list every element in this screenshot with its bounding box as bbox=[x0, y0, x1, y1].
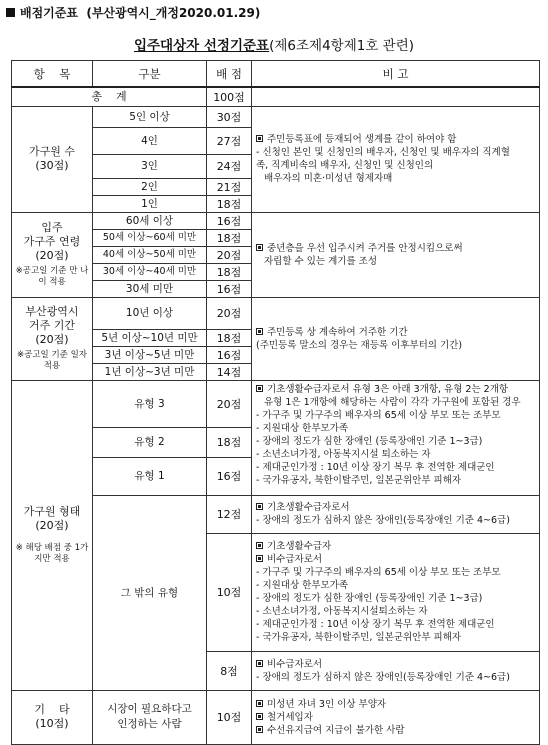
remark-line: 철거세입자 bbox=[267, 711, 313, 723]
remark-line: - 장애의 정도가 심하지 않은 장애인(등록장애인 기준 4~6급) bbox=[256, 671, 510, 683]
remark-line: - 지원대상 한부모가족 bbox=[256, 422, 349, 434]
type-other-remarks bbox=[252, 651, 540, 690]
household-row-points: 30점 bbox=[207, 106, 252, 127]
header-label: 배점기준표 bbox=[20, 6, 78, 20]
type-other-points: 12점 bbox=[207, 495, 252, 533]
etc-sub: 시장이 필요하다고 bbox=[107, 703, 192, 715]
remark-line: 미성년 자녀 3인 이상 부양자 bbox=[267, 698, 387, 710]
title-main: 입주대상자 선정기준표 bbox=[133, 38, 270, 54]
checkbox-bullet-icon bbox=[256, 660, 263, 667]
type-row-label: 유형 2 bbox=[93, 427, 207, 457]
remark-line: 자립할 수 있는 계기를 조성 bbox=[264, 255, 378, 267]
age-label: 가구주 연령 bbox=[23, 235, 81, 248]
residence-row-label: 3년 이상~5년 미만 bbox=[93, 346, 207, 363]
remark-line: - 소년소녀가정, 아동복지시설퇴소하는 자 bbox=[256, 606, 428, 617]
remark-line: - 장애의 정도가 심한 장애인 (등록장애인 기준 1~3급) bbox=[256, 435, 483, 447]
type-row-label: 유형 3 bbox=[93, 380, 207, 427]
remark-line: - 국가유공자, 북한이탈주민, 일본군위안부 피해자 bbox=[256, 474, 462, 486]
type-other-label: 그 밖의 유형 bbox=[93, 495, 207, 690]
type-category bbox=[12, 380, 93, 690]
col-header-division: 구분 bbox=[93, 61, 207, 88]
remark-line: 주민등록 상 계속하여 거주한 기간 bbox=[267, 326, 408, 338]
remark-line: - 신청인 본인 및 신청인의 배우자, 신청인 및 배우자의 직계혈 bbox=[256, 147, 510, 158]
household-row-label: 1인 bbox=[93, 195, 207, 212]
age-row-label: 60세 이상 bbox=[93, 212, 207, 229]
checkbox-bullet-icon bbox=[256, 700, 263, 707]
type-other-remarks bbox=[252, 533, 540, 651]
doc-header bbox=[6, 4, 260, 21]
type-label: 가구원 형태 bbox=[23, 505, 81, 518]
household-points: (30점) bbox=[35, 159, 69, 172]
household-row-points: 27점 bbox=[207, 127, 252, 154]
household-label: 가구원 수 bbox=[28, 145, 75, 158]
household-row-label: 4인 bbox=[93, 127, 207, 154]
type-points: (20점) bbox=[35, 519, 69, 532]
checkbox-bullet-icon bbox=[256, 555, 263, 562]
etc-row-points: 10점 bbox=[207, 690, 252, 744]
age-row-label: 30세 미만 bbox=[93, 280, 207, 297]
household-row-label: 5인 이상 bbox=[93, 106, 207, 127]
residence-note: ※공고일 기준 일자 적용 bbox=[16, 350, 87, 371]
residence-label: 부산광역시 bbox=[25, 305, 79, 318]
checkbox-bullet-icon bbox=[256, 244, 263, 251]
etc-sub: 인정하는 사람 bbox=[117, 718, 182, 730]
col-header-item: 항 목 bbox=[12, 61, 93, 88]
table-row bbox=[12, 212, 540, 229]
type-row-points: 18점 bbox=[207, 427, 252, 457]
col-header-points: 배 점 bbox=[207, 61, 252, 88]
remark-line: 유형 1은 1개항에 해당하는 사람이 각각 가구원에 포함된 경우 bbox=[264, 396, 521, 408]
type-other-remarks bbox=[252, 495, 540, 533]
total-label: 총 계 bbox=[12, 87, 207, 106]
remark-line: (주민등록 말소의 경우는 재등록 이후부터의 기간) bbox=[256, 339, 463, 351]
age-row-points: 18점 bbox=[207, 263, 252, 280]
residence-row-label: 5년 이상~10년 미만 bbox=[93, 329, 207, 346]
type-row-points: 16점 bbox=[207, 457, 252, 495]
type-other-points: 8점 bbox=[207, 651, 252, 690]
remark-line: 수선유지급여 지급이 불가한 사람 bbox=[267, 724, 405, 736]
residence-row-points: 20점 bbox=[207, 297, 252, 329]
remark-line: 비수급자로서 bbox=[267, 554, 323, 565]
residence-row-label: 10년 이상 bbox=[93, 297, 207, 329]
square-bullet-icon bbox=[6, 8, 15, 17]
remark-line: - 국가유공자, 북한이탈주민, 일본군위안부 피해자 bbox=[256, 632, 462, 643]
residence-row-label: 1년 이상~3년 미만 bbox=[93, 363, 207, 380]
age-row-label: 50세 이상~60세 미만 bbox=[93, 229, 207, 246]
remark-line: 비수급자로서 bbox=[267, 658, 323, 670]
checkbox-bullet-icon bbox=[256, 135, 263, 142]
type-remarks bbox=[252, 380, 540, 495]
remark-line: - 제대군인가정 : 10년 이상 장기 복무 후 전역한 제대군인 bbox=[256, 619, 495, 630]
remark-line: - 장애의 정도가 심한 장애인 (등록장애인 기준 1~3급) bbox=[256, 593, 483, 604]
age-note: ※공고일 기준 만 나이 적용 bbox=[15, 266, 89, 287]
checkbox-bullet-icon bbox=[256, 385, 263, 392]
checkbox-bullet-icon bbox=[256, 542, 263, 549]
type-note: ※ 해당 배점 중 1가지만 적용 bbox=[15, 543, 89, 564]
age-row-points: 16점 bbox=[207, 280, 252, 297]
residence-category bbox=[12, 297, 93, 380]
household-row-points: 18점 bbox=[207, 195, 252, 212]
household-row-points: 21점 bbox=[207, 178, 252, 195]
table-row bbox=[12, 106, 540, 127]
age-label: 입주 bbox=[41, 221, 63, 234]
title-sub: (제6조제4항제1호 관련) bbox=[269, 38, 415, 54]
residence-points: (20점) bbox=[35, 333, 69, 346]
remark-line: - 제대군인가정 : 10년 이상 장기 복무 후 전역한 제대군인 bbox=[256, 461, 495, 473]
age-category bbox=[12, 212, 93, 297]
household-row-points: 24점 bbox=[207, 154, 252, 178]
residence-row-points: 14점 bbox=[207, 363, 252, 380]
remark-line: 배우자의 미혼·미성년 형제자매 bbox=[264, 173, 393, 184]
age-points: (20점) bbox=[35, 249, 69, 262]
col-header-remarks: 비 고 bbox=[252, 61, 540, 88]
table-row bbox=[12, 380, 540, 427]
remark-line: 주민등록표에 등재되어 생계를 같이 하여야 함 bbox=[267, 134, 457, 145]
remark-line: - 소년소녀가정, 아동복지시설 퇴소하는 자 bbox=[256, 448, 431, 460]
header-subtitle: (부산광역시_개정2020.01.29) bbox=[86, 6, 261, 20]
age-remarks bbox=[252, 212, 540, 297]
remark-line: 족, 직계비속의 배우자, 신청인 및 신청인의 bbox=[256, 160, 434, 171]
page-title bbox=[0, 34, 548, 54]
age-row-points: 16점 bbox=[207, 212, 252, 229]
type-other-points: 10점 bbox=[207, 533, 252, 651]
total-points: 100점 bbox=[207, 87, 252, 106]
type-row-label: 유형 1 bbox=[93, 457, 207, 495]
age-row-label: 30세 이상~40세 미만 bbox=[93, 263, 207, 280]
age-row-points: 20점 bbox=[207, 246, 252, 263]
checkbox-bullet-icon bbox=[256, 713, 263, 720]
residence-label: 거주 기간 bbox=[28, 319, 75, 332]
age-row-label: 40세 이상~50세 미만 bbox=[93, 246, 207, 263]
age-row-points: 18점 bbox=[207, 229, 252, 246]
household-row-label: 3인 bbox=[93, 154, 207, 178]
table-row bbox=[12, 297, 540, 329]
etc-points: (10점) bbox=[35, 717, 69, 730]
remark-line: - 가구주 및 가구주의 배우자의 65세 이상 부모 또는 조부모 bbox=[256, 409, 501, 421]
remark-line: 기초생활수급자로서 유형 3은 아래 3개항, 유형 2는 2개항 bbox=[267, 383, 509, 395]
checkbox-bullet-icon bbox=[256, 503, 263, 510]
checkbox-bullet-icon bbox=[256, 328, 263, 335]
residence-remarks bbox=[252, 297, 540, 380]
etc-label: 기 타 bbox=[34, 703, 70, 716]
remark-line: - 가구주 및 가구주의 배우자의 65세 이상 부모 또는 조부모 bbox=[256, 567, 501, 578]
criteria-table bbox=[11, 60, 540, 745]
checkbox-bullet-icon bbox=[256, 726, 263, 733]
type-row-points: 20점 bbox=[207, 380, 252, 427]
household-remarks bbox=[252, 106, 540, 212]
remark-line: 중년층을 우선 입주시켜 주거를 안정시킴으로써 bbox=[267, 242, 463, 254]
residence-row-points: 18점 bbox=[207, 329, 252, 346]
remark-line: - 장애의 정도가 심하지 않은 장애인(등록장애인 기준 4~6급) bbox=[256, 515, 510, 526]
household-category bbox=[12, 106, 93, 212]
remark-line: 기초생활수급자 bbox=[267, 541, 332, 552]
residence-row-points: 16점 bbox=[207, 346, 252, 363]
remark-line: 기초생활수급자로서 bbox=[267, 502, 350, 513]
total-row bbox=[12, 87, 540, 106]
remark-line: - 지원대상 한부모가족 bbox=[256, 580, 349, 591]
household-row-label: 2인 bbox=[93, 178, 207, 195]
table-header-row bbox=[12, 61, 540, 88]
